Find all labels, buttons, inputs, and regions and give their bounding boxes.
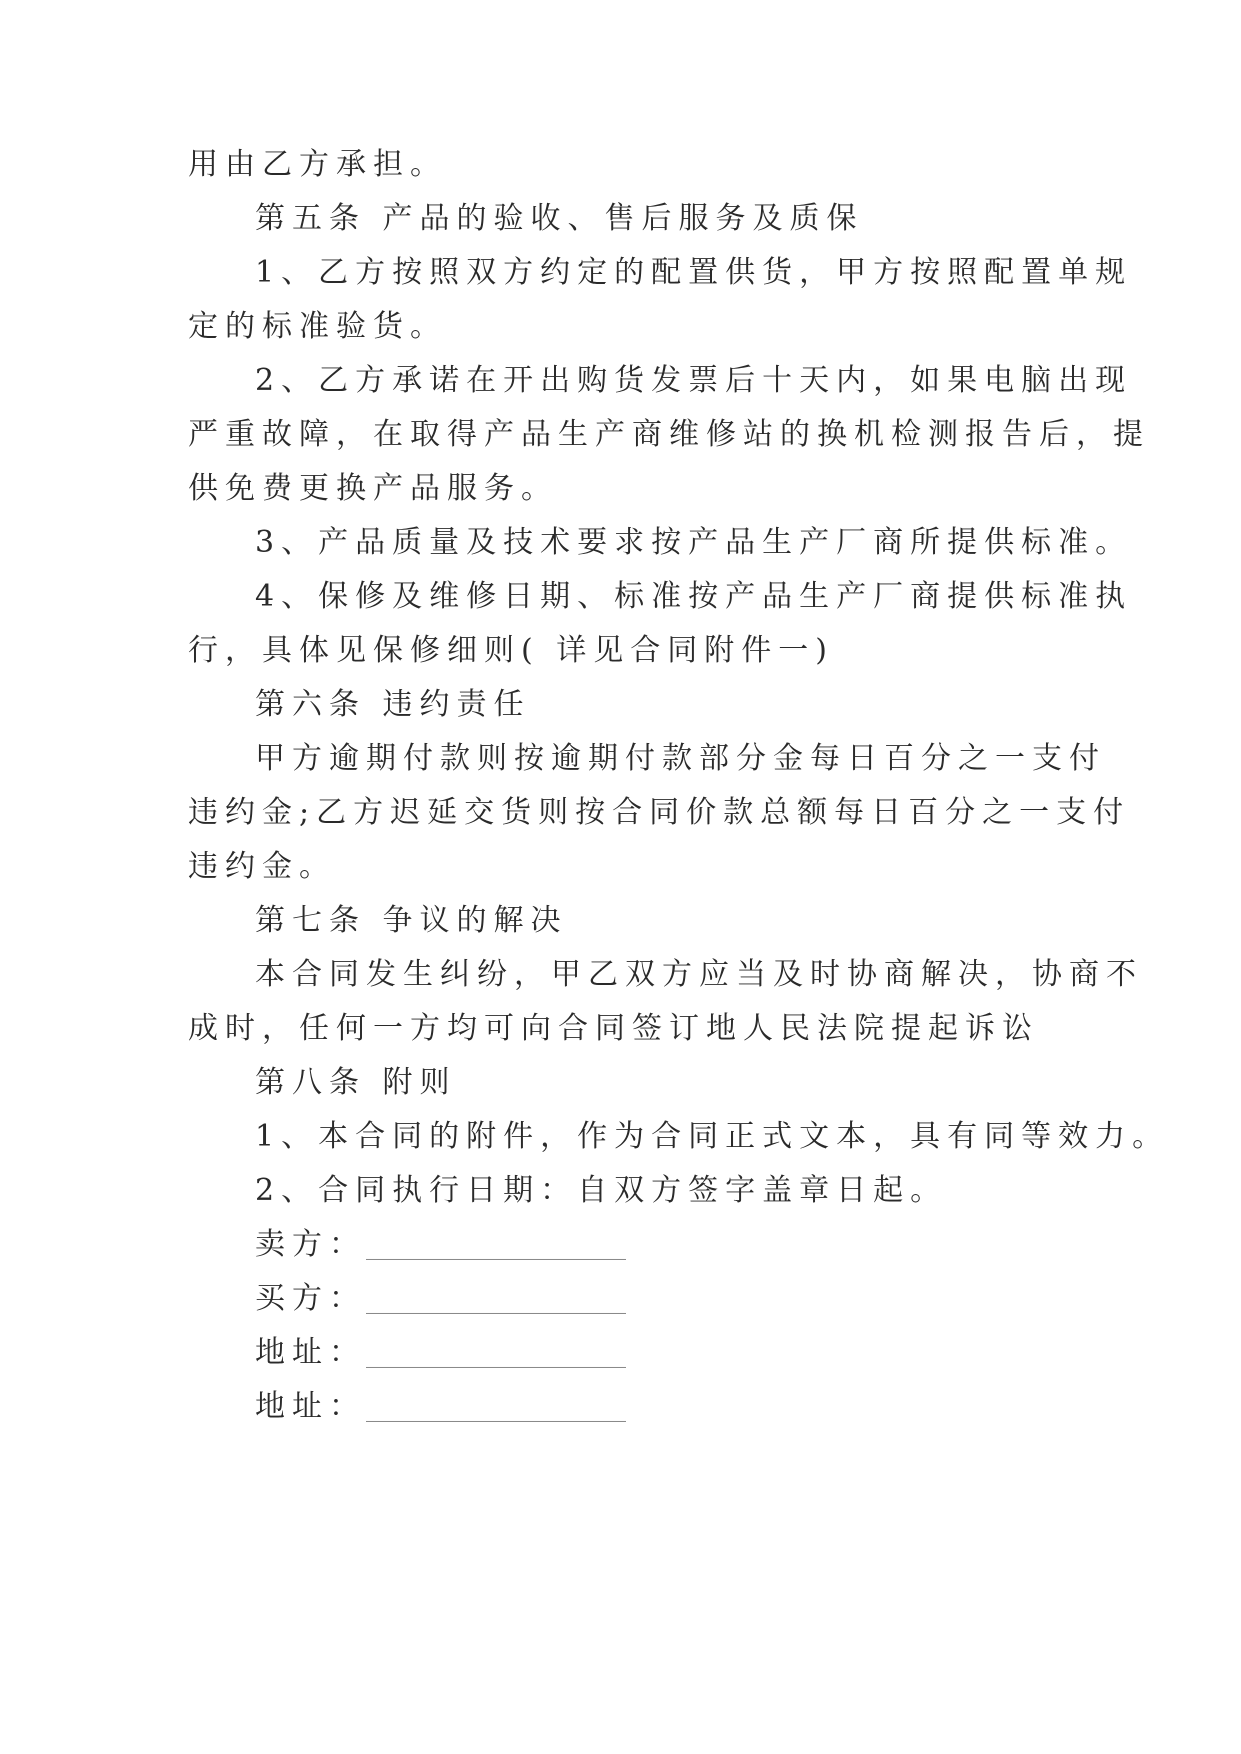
paragraph-line: 4、保修及维修日期、标准按产品生产厂商提供标准执 (255, 579, 1133, 614)
paragraph-line: 3、产品质量及技术要求按产品生产厂商所提供标准。 (255, 525, 1133, 560)
paragraph-line: 违约金;乙方迟延交货则按合同价款总额每日百分之一支付 (188, 795, 1131, 830)
paragraph-line: 1、本合同的附件，作为合同正式文本，具有同等效力。 (255, 1119, 1170, 1154)
paragraph-line: 供免费更换产品服务。 (188, 471, 558, 506)
paragraph-line: 定的标准验货。 (188, 309, 447, 344)
field-label: 地址： (255, 1335, 366, 1370)
seller-field (255, 1225, 626, 1266)
paragraph-line: 严重故障，在取得产品生产商维修站的换机检测报告后，提 (188, 417, 1150, 452)
section-heading-7: 第七条 争议的解决 (255, 903, 568, 938)
paragraph-line: 1、乙方按照双方约定的配置供货，甲方按照配置单规 (255, 255, 1133, 290)
paragraph-line: 甲方逾期付款则按逾期付款部分金每日百分之一支付 (255, 741, 1106, 776)
section-heading-8: 第八条 附则 (255, 1065, 457, 1100)
signature-blank: ____________________ (366, 1339, 626, 1369)
section-heading-5: 第五条 产品的验收、售后服务及质保 (255, 201, 864, 236)
paragraph-line: 违约金。 (188, 849, 336, 884)
paragraph-line: 行，具体见保修细则( 详见合同附件一) (188, 633, 834, 668)
address-field (255, 1387, 626, 1428)
paragraph-line: 成时，任何一方均可向合同签订地人民法院提起诉讼 (188, 1011, 1039, 1046)
signature-blank: ____________________ (366, 1231, 626, 1261)
address-field (255, 1333, 626, 1374)
paragraph-line: 用由乙方承担。 (188, 147, 447, 182)
paragraph-line: 2、乙方承诺在开出购货发票后十天内，如果电脑出现 (255, 363, 1133, 398)
section-heading-6: 第六条 违约责任 (255, 687, 531, 722)
field-label: 地址： (255, 1389, 366, 1424)
signature-blank: ____________________ (366, 1285, 626, 1315)
paragraph-line: 本合同发生纠纷，甲乙双方应当及时协商解决，协商不 (255, 957, 1143, 992)
field-label: 买方： (255, 1281, 366, 1316)
field-label: 卖方： (255, 1227, 366, 1262)
signature-blank: ____________________ (366, 1393, 626, 1423)
paragraph-line: 2、合同执行日期：自双方签字盖章日起。 (255, 1173, 948, 1208)
buyer-field (255, 1279, 626, 1320)
